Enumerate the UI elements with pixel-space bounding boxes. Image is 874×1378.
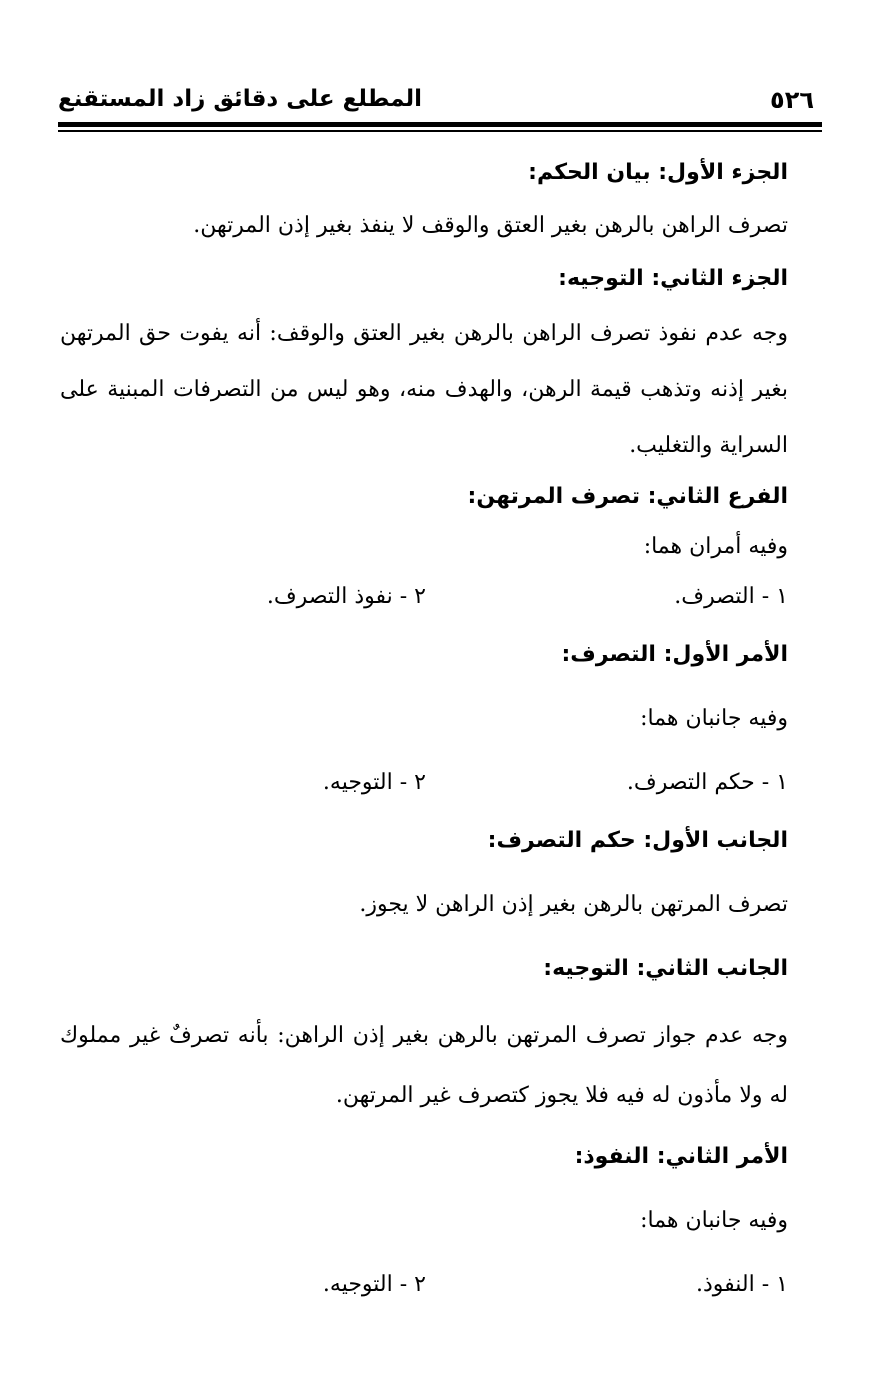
matter2-heading: الأمر الثاني: النفوذ: (574, 1144, 788, 1169)
side1-text: تصرف المرتهن بالرهن بغير إذن الراهن لا يجوز. (359, 892, 788, 917)
page-number: ٥٢٦ (770, 86, 814, 114)
part2-heading: الجزء الثاني: التوجيه: (558, 266, 788, 291)
matter2-intro: وفيه جانبان هما: (640, 1208, 788, 1233)
branch2-intro: وفيه أمران هما: (643, 534, 788, 559)
book-title: المطلع على دقائق زاد المستقنع (58, 86, 423, 112)
list-item: ١ - النفوذ. (696, 1272, 788, 1297)
matter1-heading: الأمر الأول: التصرف: (561, 642, 788, 667)
page-body (60, 158, 788, 1300)
matter2-items (60, 1270, 788, 1300)
list-item: ٢ - نفوذ التصرف. (266, 584, 426, 609)
side2-heading: الجانب الثاني: التوجيه: (543, 956, 788, 981)
side2-text: وجه عدم جواز تصرف المرتهن بالرهن بغير إذن الراهن: بأنه تصرفٌ غير مملوك له ولا مأذون له فيه فلا يجوز كتصرف غير المرتهن. (60, 1023, 788, 1108)
list-item: ١ - حكم التصرف. (626, 770, 788, 795)
list-item: ٢ - التوجيه. (322, 770, 426, 795)
part2-text: وجه عدم نفوذ تصرف الراهن بالرهن بغير العتق والوقف: أنه يفوت حق المرتهن بغير إذنه وتذهب قيمة الرهن، والهدف منه، وهو ليس من التصرفات المبنية على السراية والتغليب. (60, 321, 788, 458)
side1-heading: الجانب الأول: حكم التصرف: (487, 828, 788, 853)
matter1-items (60, 768, 788, 798)
branch2-heading: الفرع الثاني: تصرف المرتهن: (467, 484, 788, 509)
header-rule-thick (58, 122, 822, 127)
matter1-intro: وفيه جانبان هما: (640, 706, 788, 731)
part1-heading: الجزء الأول: بيان الحكم: (528, 160, 788, 185)
page-header (58, 82, 814, 122)
list-item: ٢ - التوجيه. (322, 1272, 426, 1297)
part1-text: تصرف الراهن بالرهن بغير العتق والوقف لا ينفذ بغير إذن المرتهن. (193, 213, 788, 238)
list-item: ١ - التصرف. (674, 584, 788, 609)
branch2-items (60, 582, 788, 612)
header-rule-thin (58, 130, 822, 132)
